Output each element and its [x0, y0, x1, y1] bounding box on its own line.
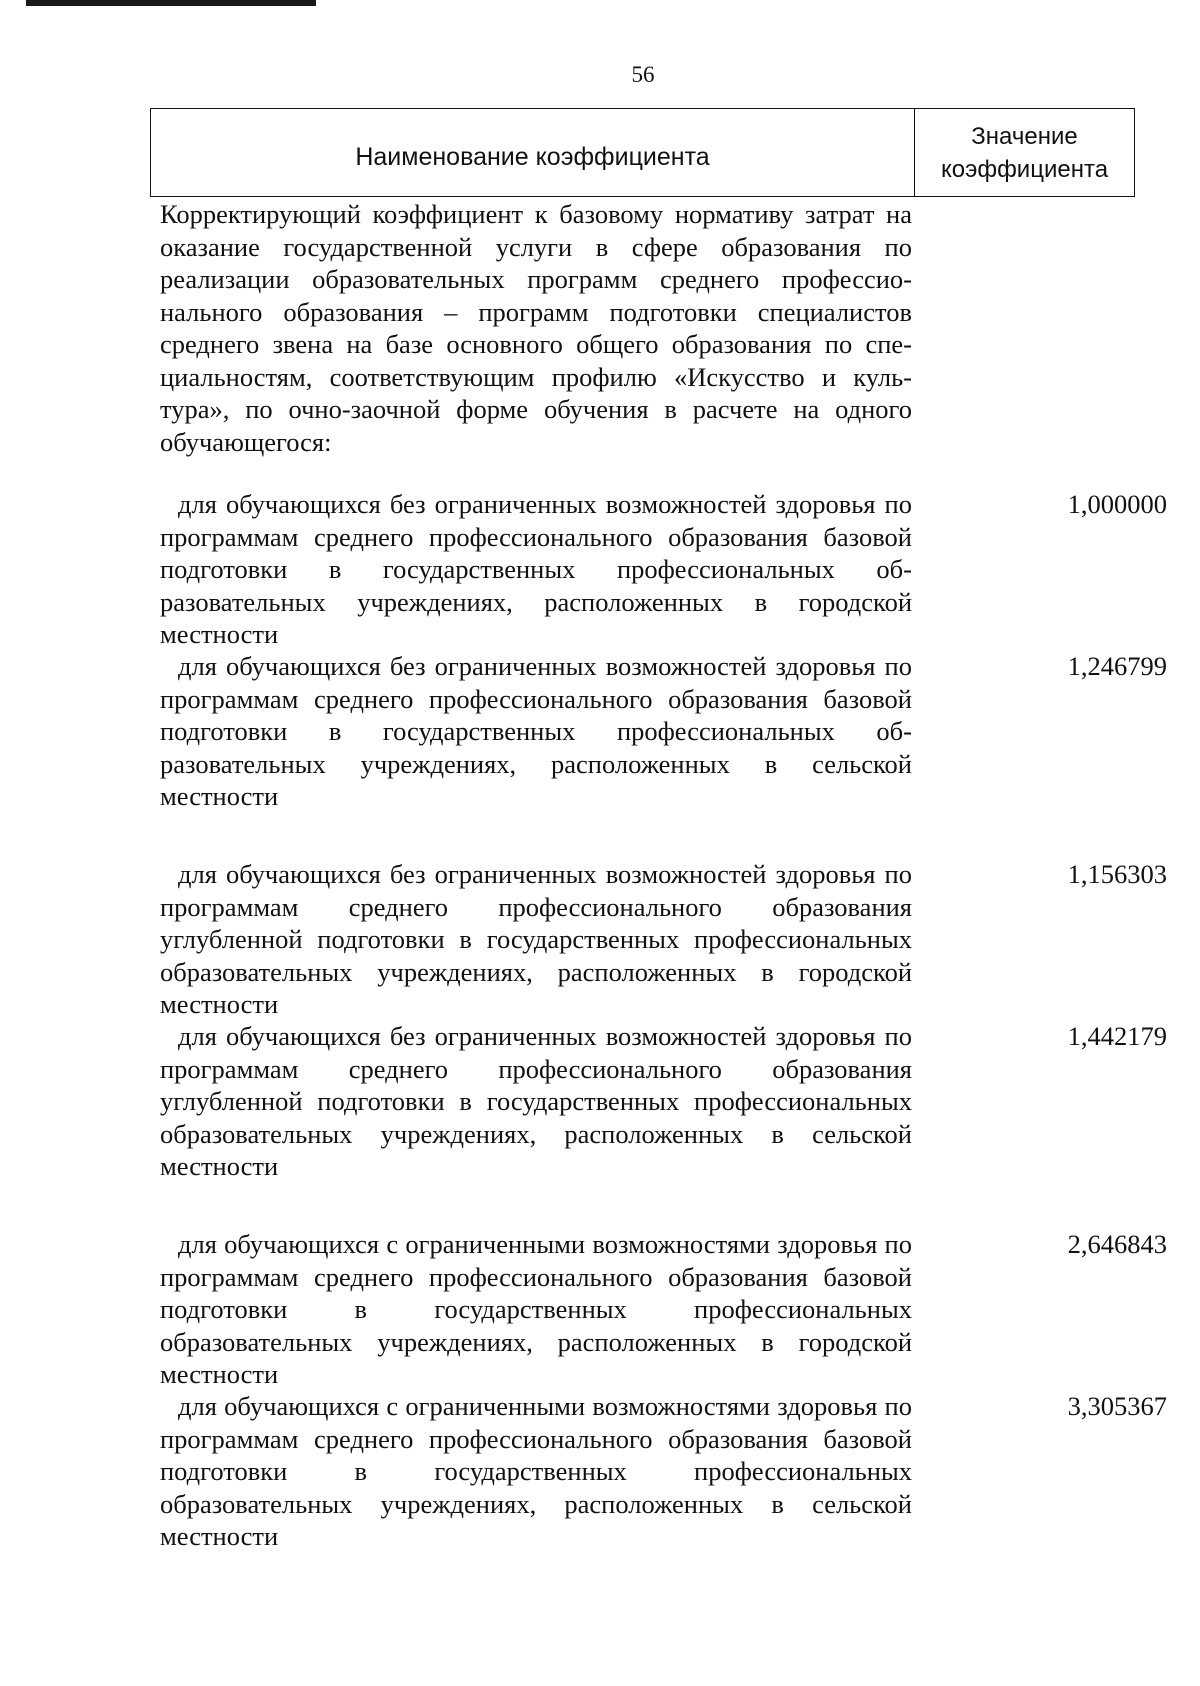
scan-edge-rule — [26, 0, 316, 6]
page-number: 56 — [631, 62, 655, 87]
coefficient-description: Корректирующий коэффициент к базовому нормативу затрат на оказание государственной услуги в сфере образования по реализации образовательных программ среднего профессионального образования – программ подготовки специалистов среднего звена на базе основного общего образования по специальностям, соответствующим профилю «Искусство и культура», по очно-заочной форме обучения в расчете на одного обучающегося: — [160, 199, 912, 457]
column-header-value — [915, 109, 1134, 196]
coefficient-row-text: для обучающихся без ограниченных возможностей здоровья по программам среднего профессионального образования базовой подготовки в государственных профессиональных образовательных учреждениях, расположенных в городской местности — [160, 489, 912, 649]
coefficient-row-value: 3,305367 — [1067, 1391, 1167, 1421]
coefficient-row-value: 1,442179 — [1067, 1021, 1167, 1051]
coefficient-row — [160, 488, 1167, 651]
coefficient-row-value: 1,246799 — [1067, 651, 1167, 681]
column-header-name: Наименование коэффициента — [151, 109, 915, 196]
coefficient-row-text: для обучающихся с ограниченными возможностями здоровья по программам среднего профессионального образования базовой подготовки в государственных профессиональных образовательных учреждениях, расположенных в сельской местности — [160, 1391, 912, 1551]
coefficient-row-value: 2,646843 — [1067, 1229, 1167, 1259]
coefficient-row-value: 1,000000 — [1067, 489, 1167, 519]
column-header-value-line2: коэффициента — [940, 155, 1109, 183]
coefficient-row-text: для обучающихся без ограниченных возможностей здоровья по программам среднего профессионального образования углубленной подготовки в государственных профессиональных образовательных учреждениях, расположенных в сельской местности — [160, 1021, 912, 1181]
column-header-value-line1: Значение — [971, 122, 1078, 150]
coefficient-row — [160, 1390, 1167, 1553]
coefficient-row-text: для обучающихся без ограниченных возможностей здоровья по программам среднего профессионального образования углубленной подготовки в государственных профессиональных образовательных учреждениях, расположенных в городской местности — [160, 859, 912, 1019]
coefficient-row — [160, 1228, 1167, 1391]
coefficient-row-text: для обучающихся без ограниченных возможностей здоровья по программам среднего профессионального образования базовой подготовки в государственных профессиональных образовательных учреждениях, расположенных в сельской местности — [160, 651, 912, 811]
coefficient-row — [160, 650, 1167, 813]
column-header-value-text — [941, 120, 1108, 186]
table-header — [150, 108, 1135, 197]
coefficient-row — [160, 1020, 1167, 1183]
coefficient-row-value: 1,156303 — [1067, 859, 1167, 889]
coefficient-row-text: для обучающихся с ограниченными возможностями здоровья по программам среднего профессионального образования базовой подготовки в государственных профессиональных образовательных учреждениях, расположенных в городской местности — [160, 1229, 912, 1389]
coefficient-row — [160, 858, 1167, 1021]
